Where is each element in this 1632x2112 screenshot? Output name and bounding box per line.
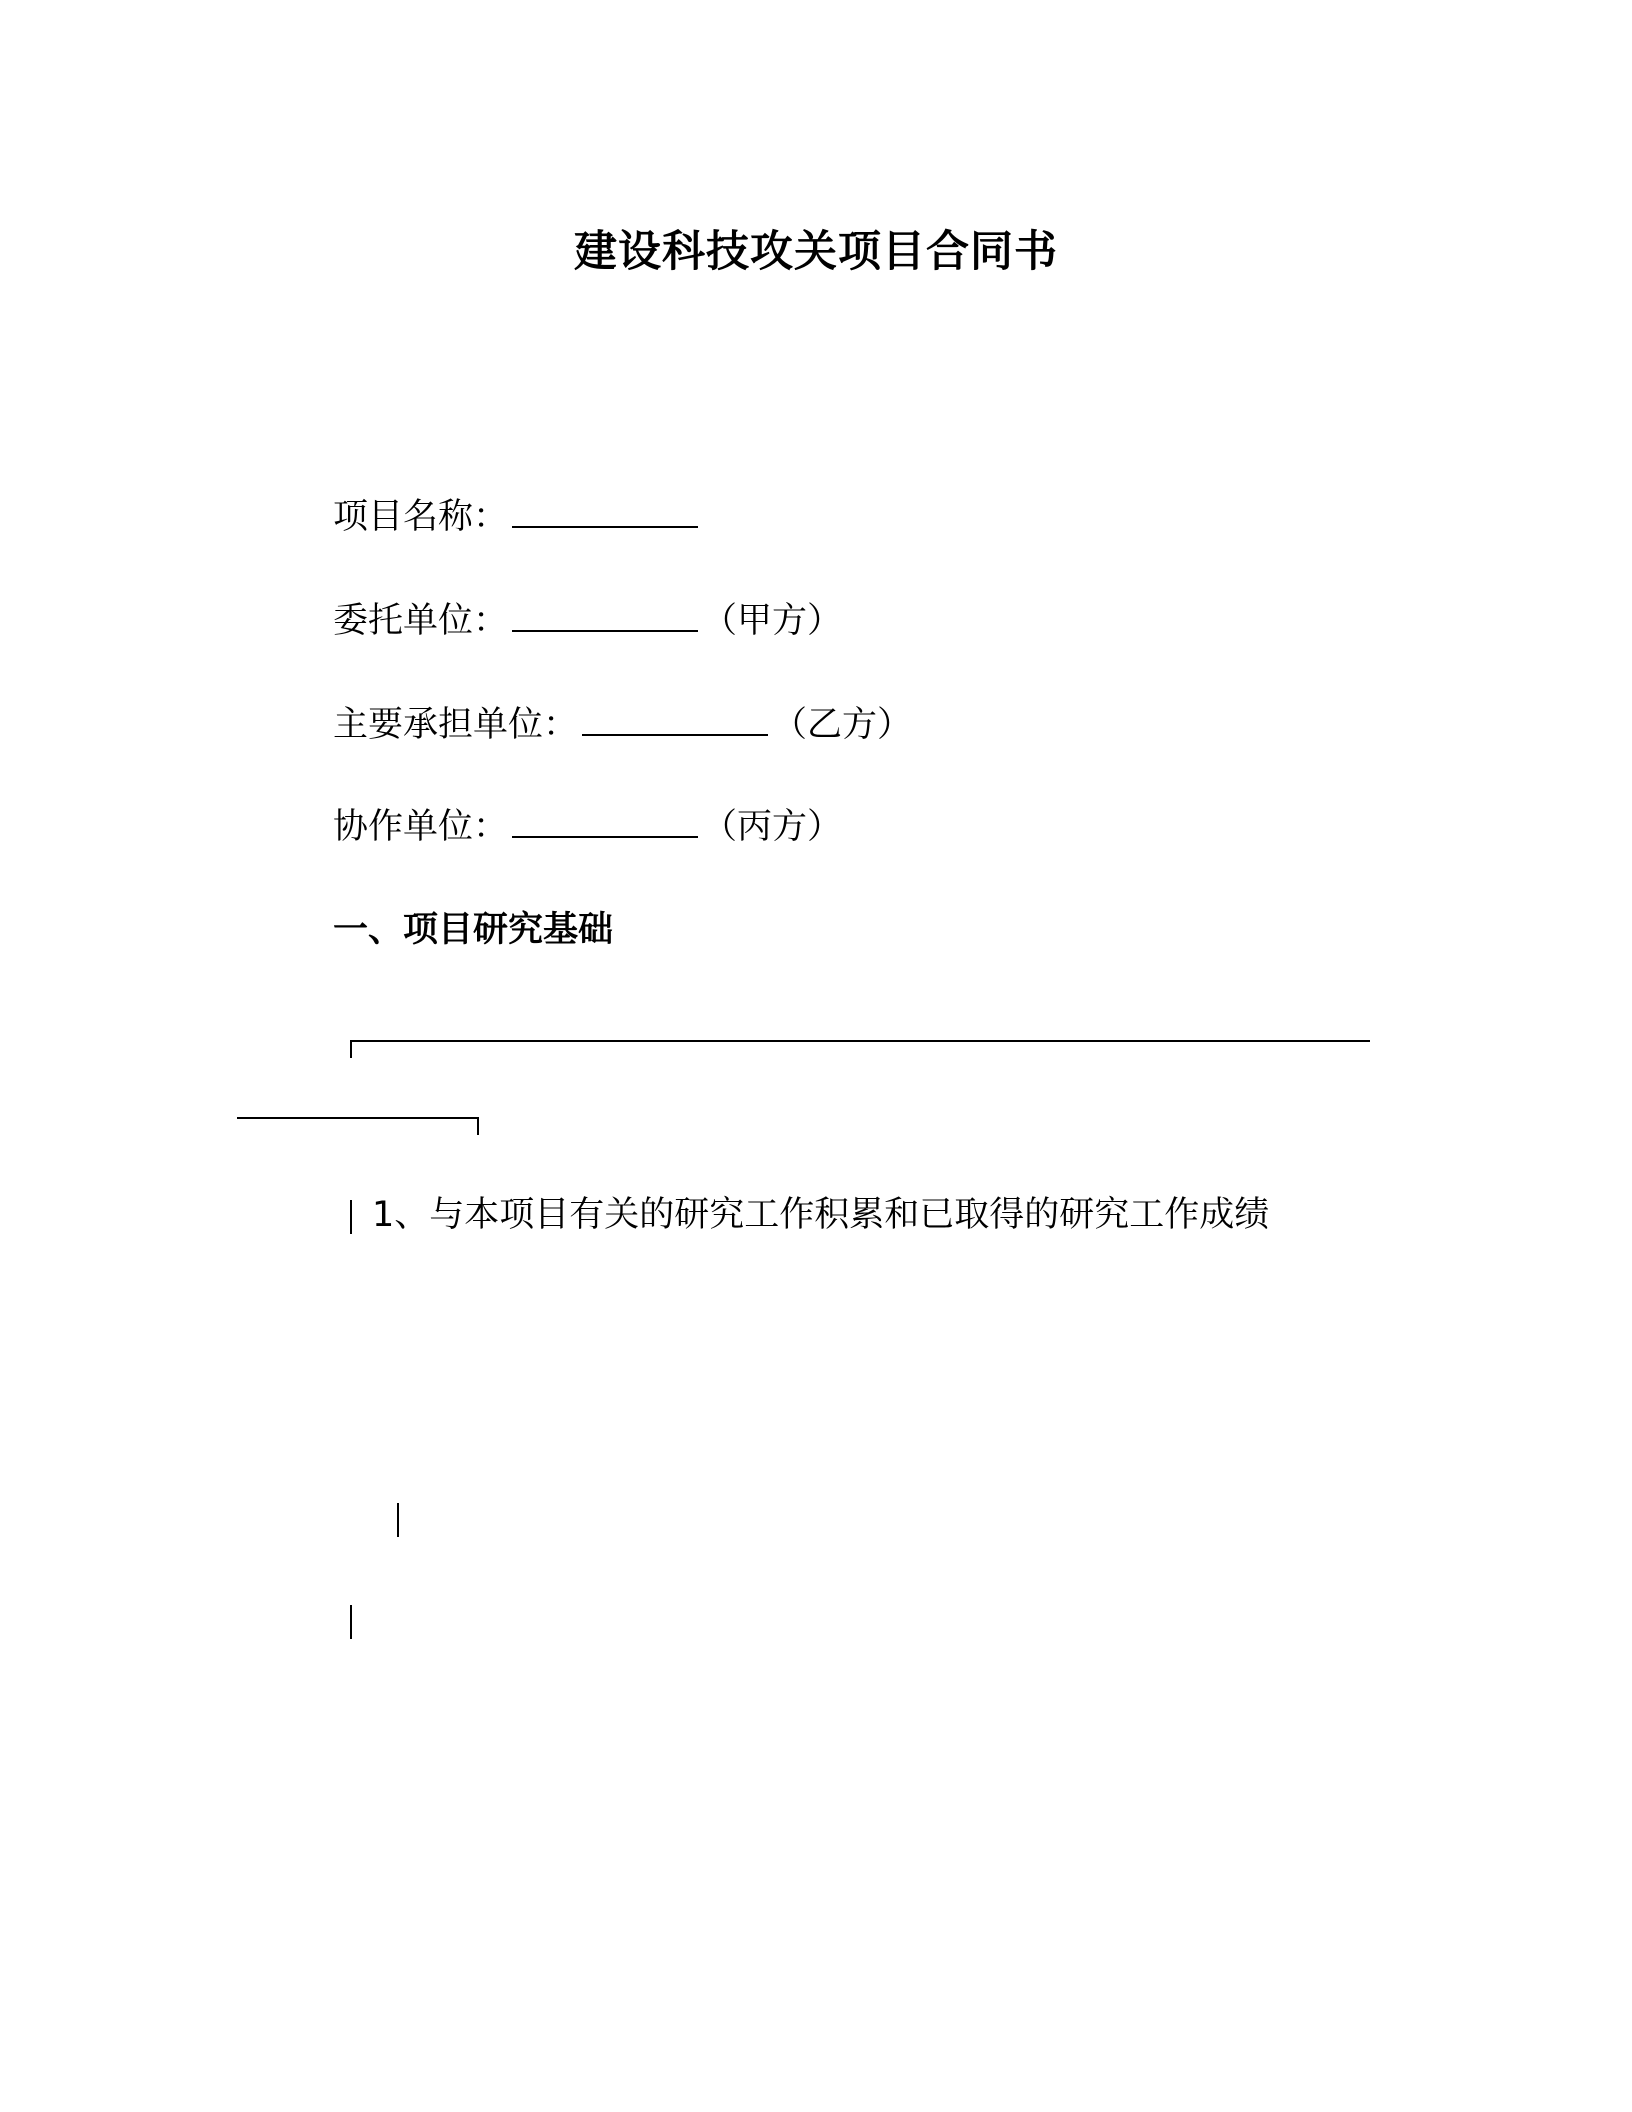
- field-commissioning-unit: [333, 596, 842, 646]
- field-suffix: （丙方）: [702, 807, 843, 847]
- blank-line: [582, 704, 768, 736]
- document-title: 建设科技攻关项目合同书: [574, 227, 1058, 277]
- table-top-border: [350, 1040, 1370, 1042]
- field-cooperating-unit: [333, 802, 842, 852]
- field-label: 协作单位：: [333, 807, 509, 847]
- field-suffix: （甲方）: [702, 601, 843, 641]
- table-right-tick: [477, 1117, 479, 1135]
- field-label: 委托单位：: [333, 601, 509, 641]
- blank-line: [512, 496, 698, 528]
- field-project-name: [333, 492, 702, 542]
- field-main-undertaking-unit: [333, 700, 912, 750]
- blank-line: [512, 600, 698, 632]
- section-heading: 一、项目研究基础: [333, 910, 614, 950]
- table-cell-border: [350, 1605, 352, 1639]
- field-suffix: （乙方）: [772, 705, 913, 745]
- field-label: 项目名称：: [333, 497, 509, 537]
- field-label: 主要承担单位：: [333, 705, 579, 745]
- table-cell-border: [397, 1503, 399, 1537]
- table-left-tick: [350, 1040, 352, 1058]
- table-row-border: [237, 1117, 478, 1119]
- blank-line: [512, 806, 698, 838]
- subsection-heading: 1、与本项目有关的研究工作积累和已取得的研究工作成绩: [372, 1195, 1270, 1235]
- table-cell-border: [350, 1200, 352, 1234]
